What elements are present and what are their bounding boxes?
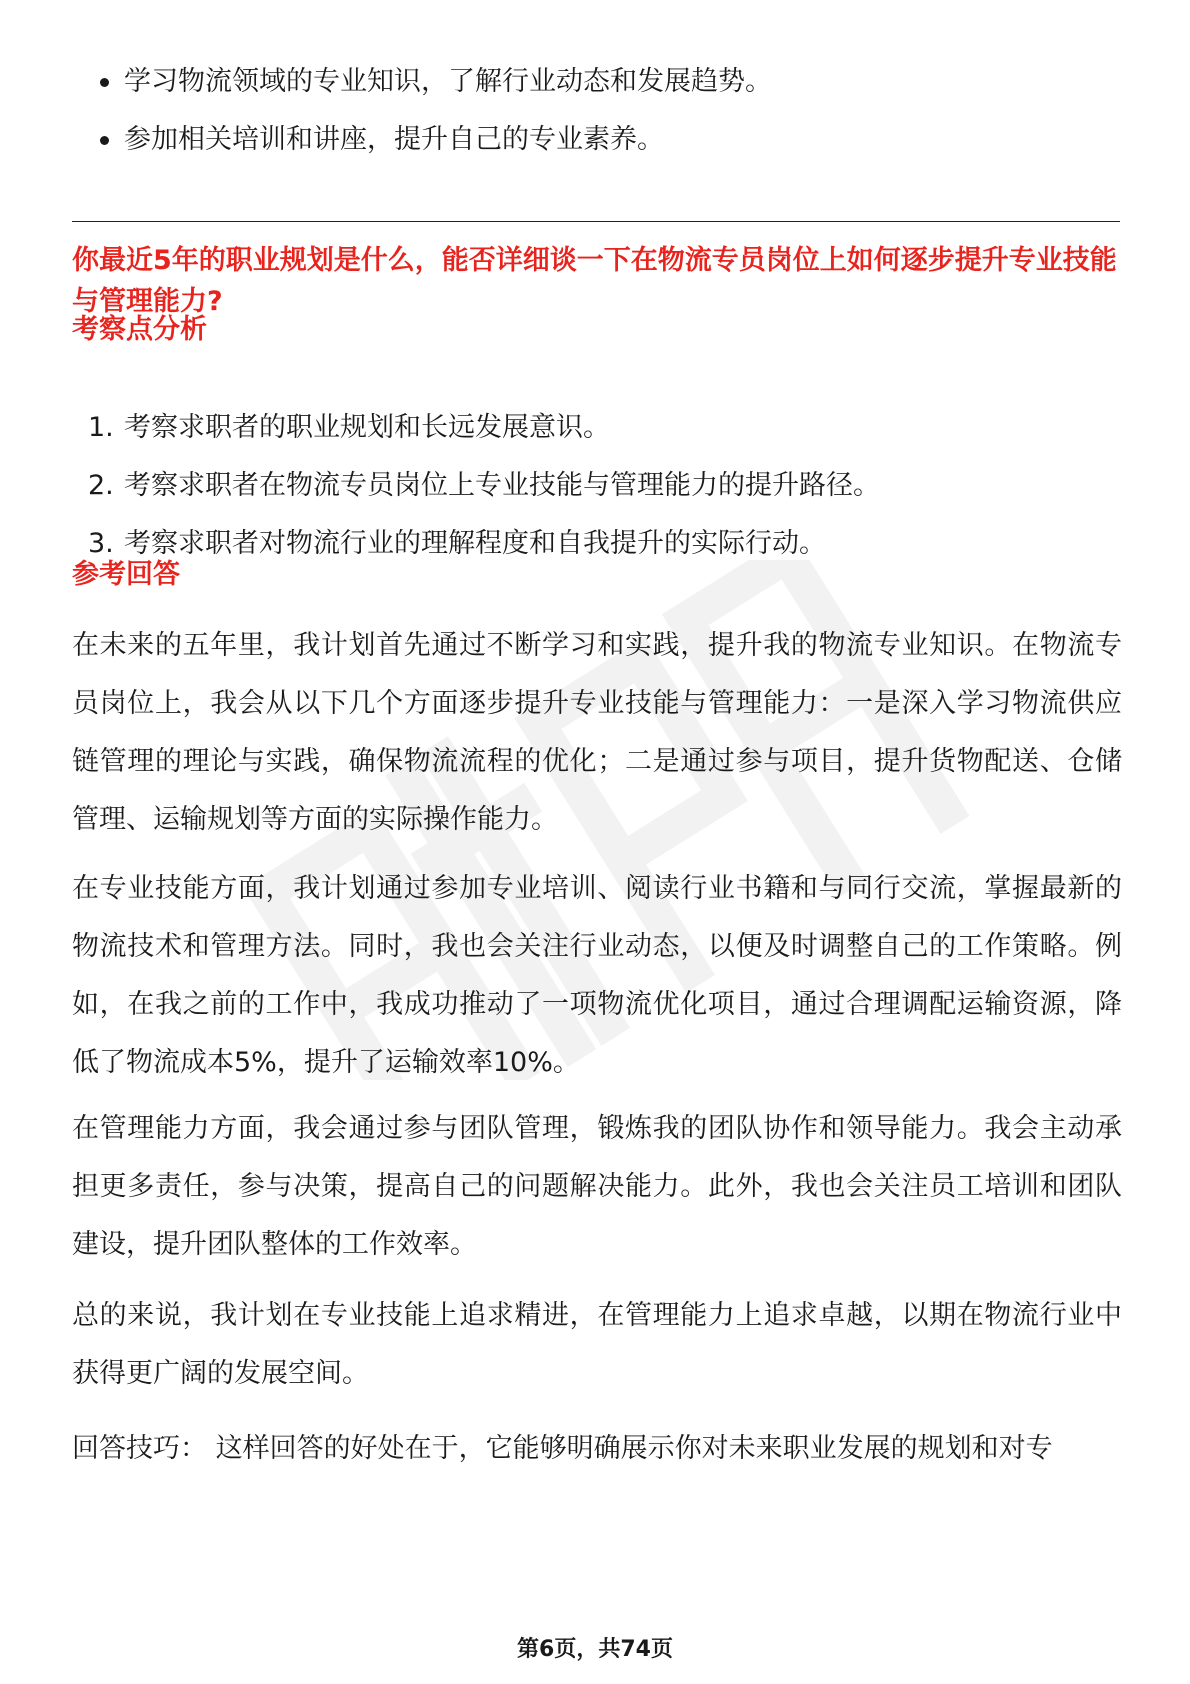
list-item — [72, 120, 1122, 160]
answer-paragraph: 在未来的五年里，我计划首先通过不断学习和实践，提升我的物流专业知识。在物流专员岗位上，我会从以下几个方面逐步提升专业技能与管理能力：一是深入学习物流供应链管理的理论与实践，确保物流流程的优化；二是通过参与项目，提升货物配送、仓储管理、运输规划等方面的实际操作能力。 — [72, 630, 1122, 835]
analysis-title: 考察点分析 — [72, 314, 207, 345]
answer-title: 参考回答 — [72, 559, 180, 590]
bullet-list — [72, 62, 1122, 178]
answer-paragraph: 总的来说，我计划在专业技能上追求精进，在管理能力上追求卓越，以期在物流行业中获得更广阔的发展空间。 — [72, 1300, 1122, 1389]
bullet-icon — [100, 136, 109, 145]
list-item-text: 参加相关培训和讲座，提升自己的专业素养。 — [124, 124, 664, 155]
list-item-number: 3. — [88, 528, 114, 559]
answer-paragraph: 在管理能力方面，我会通过参与团队管理，锻炼我的团队协作和领导能力。我会主动承担更多责任，参与决策，提高自己的问题解决能力。此外，我也会关注员工培训和团队建设，提升团队整体的工作效率。 — [72, 1113, 1122, 1260]
answer-tip-paragraph: 回答技巧： 这样回答的好处在于，它能够明确展示你对未来职业发展的规划和对专 — [72, 1433, 1053, 1464]
list-item-text: 考察求职者在物流专员岗位上专业技能与管理能力的提升路径。 — [124, 470, 880, 501]
list-item — [72, 466, 1122, 506]
list-item — [72, 408, 1122, 448]
section-divider — [72, 221, 1120, 222]
bullet-icon — [100, 78, 109, 87]
list-item-text: 学习物流领域的专业知识，了解行业动态和发展趋势。 — [124, 66, 772, 97]
page-footer: 第6页，共74页 — [517, 1637, 673, 1662]
question-heading: 你最近5年的职业规划是什么，能否详细谈一下在物流专员岗位上如何逐步提升专业技能与管理能力? — [72, 245, 1117, 317]
list-item — [72, 524, 1122, 564]
list-item-number: 1. — [88, 412, 114, 443]
analysis-list — [72, 408, 1122, 582]
list-item — [72, 62, 1122, 102]
list-item-text: 考察求职者的职业规划和长远发展意识。 — [124, 412, 610, 443]
list-item-text: 考察求职者对物流行业的理解程度和自我提升的实际行动。 — [124, 528, 826, 559]
answer-paragraph: 在专业技能方面，我计划通过参加专业培训、阅读行业书籍和与同行交流，掌握最新的物流技术和管理方法。同时，我也会关注行业动态，以便及时调整自己的工作策略。例如，在我之前的工作中，我成功推动了一项物流优化项目，通过合理调配运输资源，降低了物流成本5%，提升了运输效率10%。 — [72, 873, 1122, 1078]
list-item-number: 2. — [88, 470, 114, 501]
